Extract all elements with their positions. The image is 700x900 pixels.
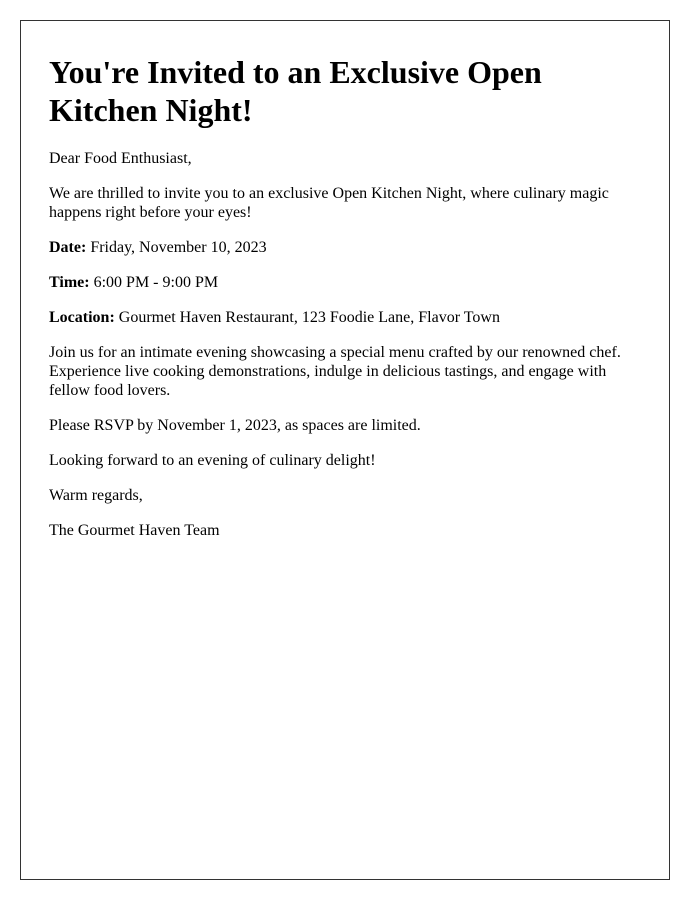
- closing-line: Looking forward to an evening of culinary delight!: [49, 452, 376, 469]
- rsvp-note: Please RSVP by November 1, 2023, as spaces are limited.: [49, 417, 421, 434]
- signoff: Warm regards,: [49, 487, 143, 504]
- location-label: Location:: [49, 309, 115, 326]
- date-label: Date:: [49, 239, 87, 256]
- invitation-title: You're Invited to an Exclusive Open Kitchen Night!: [49, 54, 542, 128]
- time-line: [49, 273, 649, 292]
- location-value: Gourmet Haven Restaurant, 123 Foodie Lane, Flavor Town: [118, 309, 500, 326]
- time-value: 6:00 PM - 9:00 PM: [93, 274, 219, 291]
- date-value: Friday, November 10, 2023: [90, 239, 267, 256]
- event-description: Join us for an intimate evening showcasing a special menu crafted by our renowned chef. Experience live cooking demonstrations, indulge in delicious tastings, and engage with fellow food lovers.: [49, 344, 621, 399]
- date-line: [49, 238, 649, 257]
- invitation-letter: [20, 20, 670, 880]
- location-line: [49, 308, 649, 327]
- signature: The Gourmet Haven Team: [49, 522, 220, 539]
- time-label: Time:: [49, 274, 90, 291]
- greeting: Dear Food Enthusiast,: [49, 150, 192, 167]
- intro-paragraph: We are thrilled to invite you to an exclusive Open Kitchen Night, where culinary magic happens right before your eyes!: [49, 185, 609, 221]
